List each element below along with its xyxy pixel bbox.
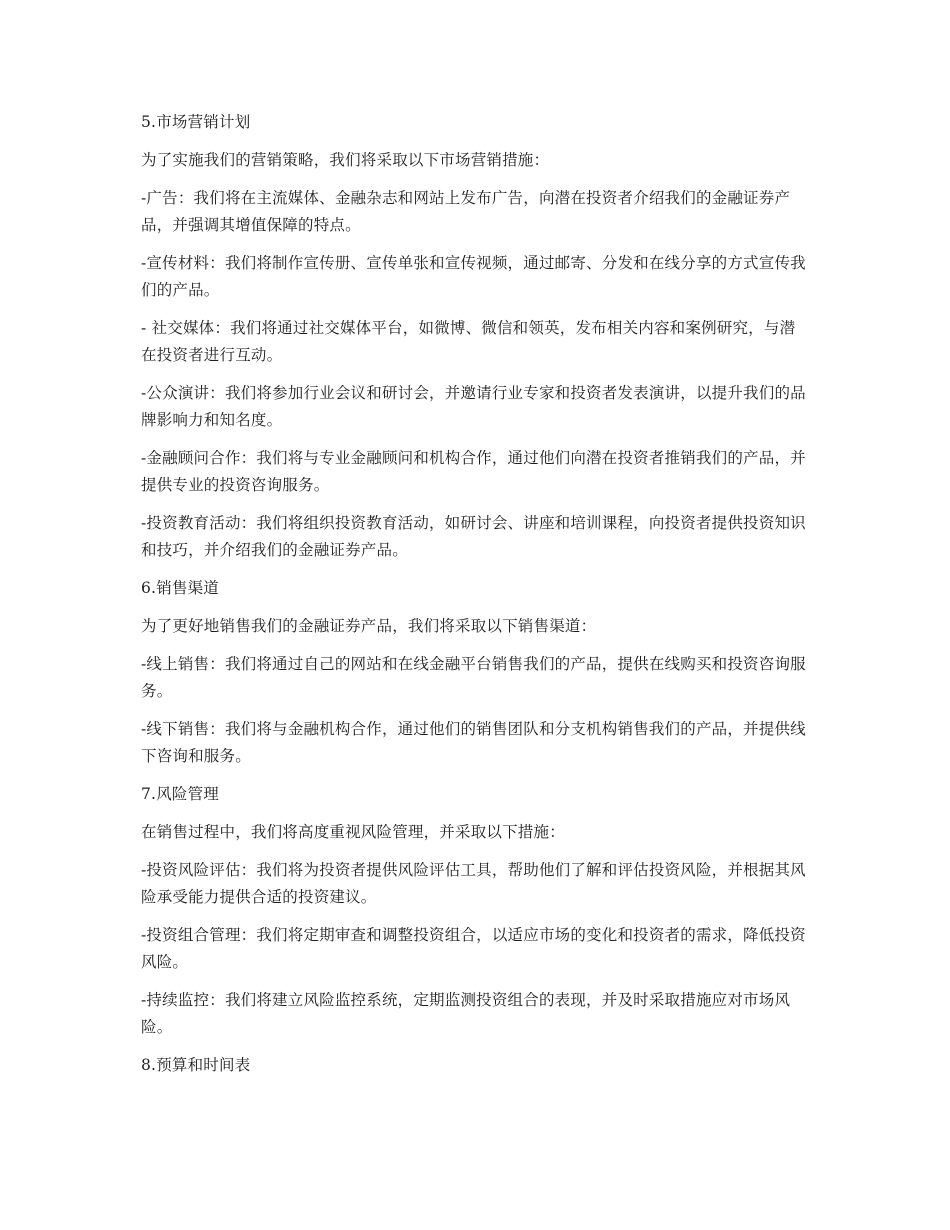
section-heading-budget-timeline: 8.预算和时间表 — [141, 1056, 251, 1074]
section-heading-risk-management: 7.风险管理 — [141, 785, 219, 803]
list-item-social-media: - 社交媒体：我们将通过社交媒体平台，如微博、微信和领英，发布相关内容和案例研究，与潜在投资者进行互动。 — [141, 319, 796, 364]
section-heading-sales-channels: 6.销售渠道 — [141, 579, 219, 597]
list-item-investor-education: -投资教育活动：我们将组织投资教育活动，如研讨会、讲座和培训课程，向投资者提供投资知识和技巧，并介绍我们的金融证券产品。 — [141, 514, 806, 559]
list-item-offline-sales: -线下销售：我们将与金融机构合作，通过他们的销售团队和分支机构销售我们的产品，并提供线下咨询和服务。 — [141, 720, 806, 765]
list-item-online-sales: -线上销售：我们将通过自己的网站和在线金融平台销售我们的产品，提供在线购买和投资咨询服务。 — [141, 655, 806, 700]
list-item-advisor-cooperation: -金融顾问合作：我们将与专业金融顾问和机构合作，通过他们向潜在投资者推销我们的产品，并提供专业的投资咨询服务。 — [141, 449, 806, 494]
list-item-promo-materials: -宣传材料：我们将制作宣传册、宣传单张和宣传视频，通过邮寄、分发和在线分享的方式宣传我们的产品。 — [141, 254, 806, 299]
list-item-continuous-monitoring: -持续监控：我们将建立风险监控系统，定期监测投资组合的表现，并及时采取措施应对市场风险。 — [141, 991, 791, 1036]
list-item-risk-assessment: -投资风险评估：我们将为投资者提供风险评估工具，帮助他们了解和评估投资风险，并根据其风险承受能力提供合适的投资建议。 — [141, 861, 806, 906]
section-intro-marketing: 为了实施我们的营销策略，我们将采取以下市场营销措施： — [141, 151, 550, 169]
list-item-public-speaking: -公众演讲：我们将参加行业会议和研讨会，并邀请行业专家和投资者发表演讲，以提升我们的品牌影响力和知名度。 — [141, 384, 806, 429]
list-item-portfolio-management: -投资组合管理：我们将定期审查和调整投资组合，以适应市场的变化和投资者的需求，降低投资风险。 — [141, 926, 806, 971]
list-item-advertising: -广告：我们将在主流媒体、金融杂志和网站上发布广告，向潜在投资者介绍我们的金融证券产品，并强调其增值保障的特点。 — [141, 189, 791, 234]
section-intro-risk: 在销售过程中，我们将高度重视风险管理，并采取以下措施： — [141, 823, 565, 841]
section-heading-marketing-plan: 5.市场营销计划 — [141, 113, 251, 131]
document-page — [141, 109, 809, 1090]
section-intro-sales: 为了更好地销售我们的金融证券产品，我们将采取以下销售渠道： — [141, 617, 597, 635]
